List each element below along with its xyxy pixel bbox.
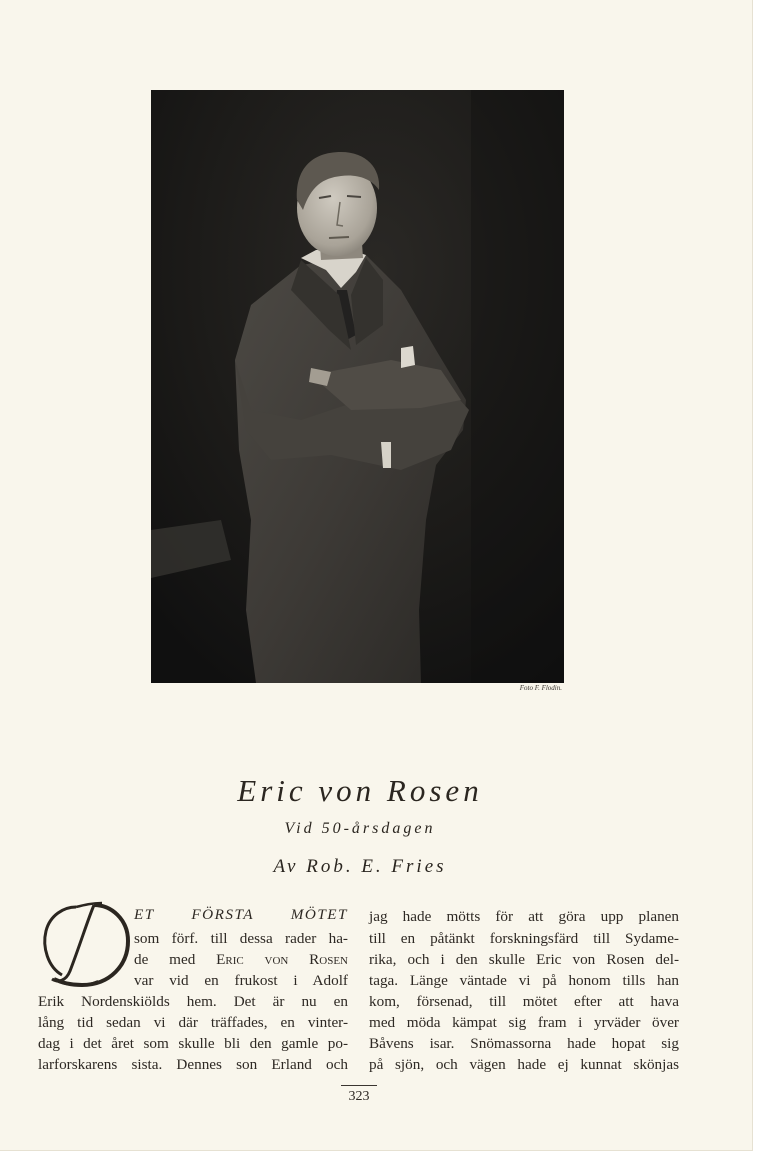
person-name: Eric von Rosen: [216, 951, 348, 968]
portrait-photograph: [151, 90, 564, 683]
body-line: dag i det året som skulle bli den gamle po-: [38, 1035, 348, 1052]
body-text: de med: [134, 951, 217, 968]
body-line: var vid en frukost i Adolf: [134, 972, 348, 989]
body-line: taga. Länge väntade vi på honom tills han: [369, 972, 679, 989]
body-line: kom, försenad, till mötet efter att hava: [369, 993, 679, 1010]
body-line: till en påtänkt forskningsfärd till Sydame-: [369, 930, 679, 947]
body-line: Båvens isar. Snömassorna hade hopat sig: [369, 1035, 679, 1052]
article-subtitle: Vid 50-årsdagen: [284, 820, 436, 837]
page-number: 323: [348, 1089, 370, 1104]
body-line: Erik Nordenskiölds hem. Det är nu en: [38, 993, 348, 1010]
body-line: lång tid sedan vi där träffades, en vinter-: [38, 1014, 348, 1031]
body-line: ET FÖRSTA MÖTET: [134, 906, 348, 923]
body-line: jag hade mötts för att göra upp planen: [369, 908, 679, 925]
portrait-illustration: [151, 90, 564, 683]
body-line: med möda kämpat sig fram i yrväder över: [369, 1014, 679, 1031]
article-title: Eric von Rosen: [237, 773, 483, 808]
body-line: som förf. till dessa rader ha-: [134, 930, 348, 947]
body-line: larforskarens sista. Dennes son Erland och: [38, 1056, 348, 1073]
body-line: rika, och i den skulle Eric von Rosen del-: [369, 951, 679, 968]
page-number-rule: [341, 1085, 377, 1086]
body-line: [134, 950, 348, 969]
article-byline: Av Rob. E. Fries: [273, 856, 447, 877]
body-line: på sjön, och vägen hade ej kunnat skönjas: [369, 1056, 679, 1073]
dropcap-initial: [36, 897, 134, 989]
photo-credit: Foto F. Flodin.: [519, 684, 562, 692]
